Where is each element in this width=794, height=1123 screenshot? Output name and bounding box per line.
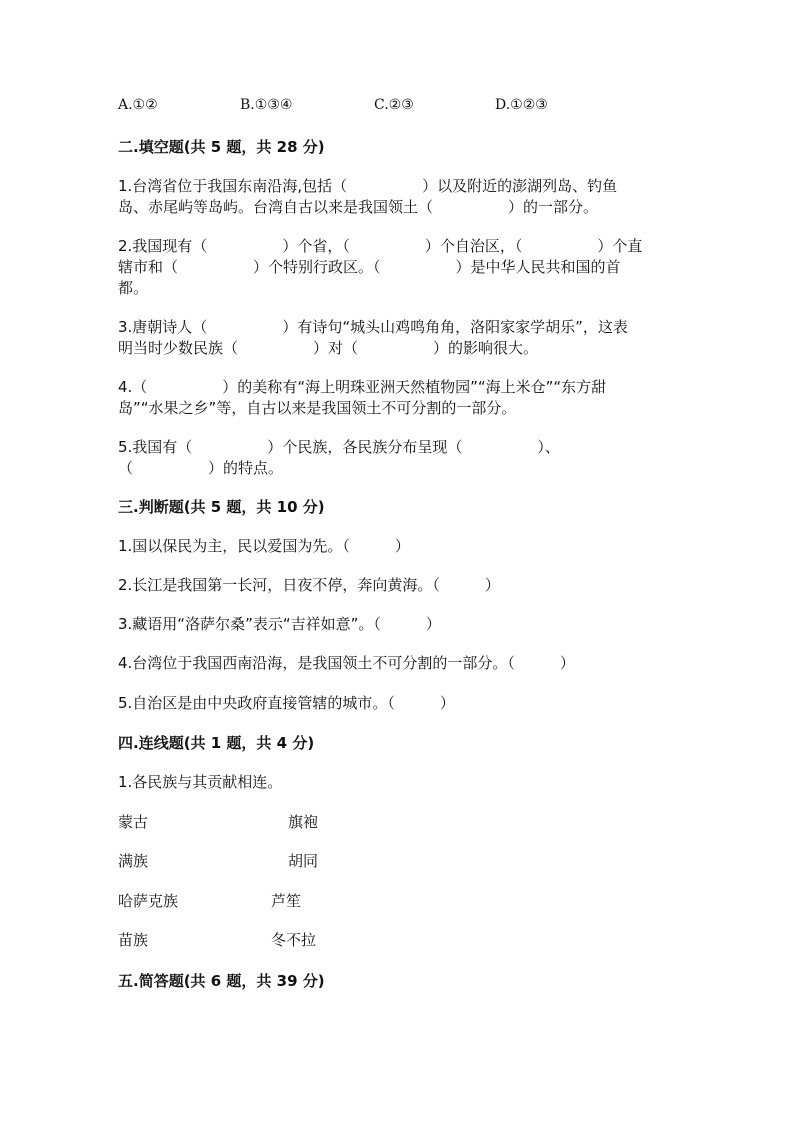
fill-q3-line1: 3.唐朝诗人（ ）有诗句“城头山鸡鸣角角，洛阳家家学胡乐”，这表 [118,318,628,336]
match-right-3: 芦笙 [271,892,302,910]
match-q1: 1.各民族与其贡献相连。 [118,773,283,791]
section-judge-heading: 三.判断题(共 5 题，共 10 分) [118,498,325,516]
section-short-heading: 五.简答题(共 6 题，共 39 分) [118,972,325,990]
fill-q1-line1: 1.台湾省位于我国东南沿海,包括（ ）以及附近的澎湖列岛、钓鱼 [118,177,618,195]
option-d: D.①②③ [495,97,548,113]
fill-q3-line2: 明当时少数民族（ ）对（ ）的影响很大。 [118,339,539,357]
fill-q2-line2: 辖市和（ ）个特别行政区。（ ）是中华人民共和国的首 [118,258,621,276]
fill-q5-line1: 5.我国有（ ）个民族，各民族分布呈现（ ）、 [118,438,560,456]
option-a: A.①② [118,97,158,113]
match-left-4: 苗族 [118,931,149,949]
match-right-4: 冬不拉 [271,931,317,949]
fill-q1-line2: 岛、赤尾屿等岛屿。台湾自古以来是我国领土（ ）的一部分。 [118,198,599,216]
fill-q5-line2: （ ）的特点。 [118,459,284,477]
judge-q1: 1.国以保民为主，民以爱国为先。（ ） [118,537,410,555]
option-b: B.①③④ [240,97,293,113]
match-left-3: 哈萨克族 [118,892,179,910]
option-c: C.②③ [374,97,414,113]
fill-q4-line1: 4.（ ）的美称有“海上明珠亚洲天然植物园”“海上米仓”“东方甜 [118,378,607,396]
judge-q2: 2.长江是我国第一长河，日夜不停，奔向黄海。（ ） [118,576,500,594]
section-fill-heading: 二.填空题(共 5 题，共 28 分) [118,138,325,156]
match-right-2: 胡同 [288,852,319,870]
judge-q4: 4.台湾位于我国西南沿海，是我国领土不可分割的一部分。（ ） [118,654,575,672]
match-right-1: 旗袍 [288,813,319,831]
match-left-2: 满族 [118,852,149,870]
match-left-1: 蒙古 [118,813,149,831]
fill-q4-line2: 岛”“水果之乡”等，自古以来是我国领土不可分割的一部分。 [118,399,517,417]
section-match-heading: 四.连线题(共 1 题，共 4 分) [118,734,315,752]
fill-q2-line1: 2.我国现有（ ）个省，（ ）个自治区，（ ）个直 [118,237,643,255]
judge-q5: 5.自治区是由中央政府直接管辖的城市。（ ） [118,694,455,712]
fill-q2-line3: 都。 [118,279,149,297]
judge-q3: 3.藏语用“洛萨尔桑”表示“吉祥如意”。（ ） [118,615,441,633]
